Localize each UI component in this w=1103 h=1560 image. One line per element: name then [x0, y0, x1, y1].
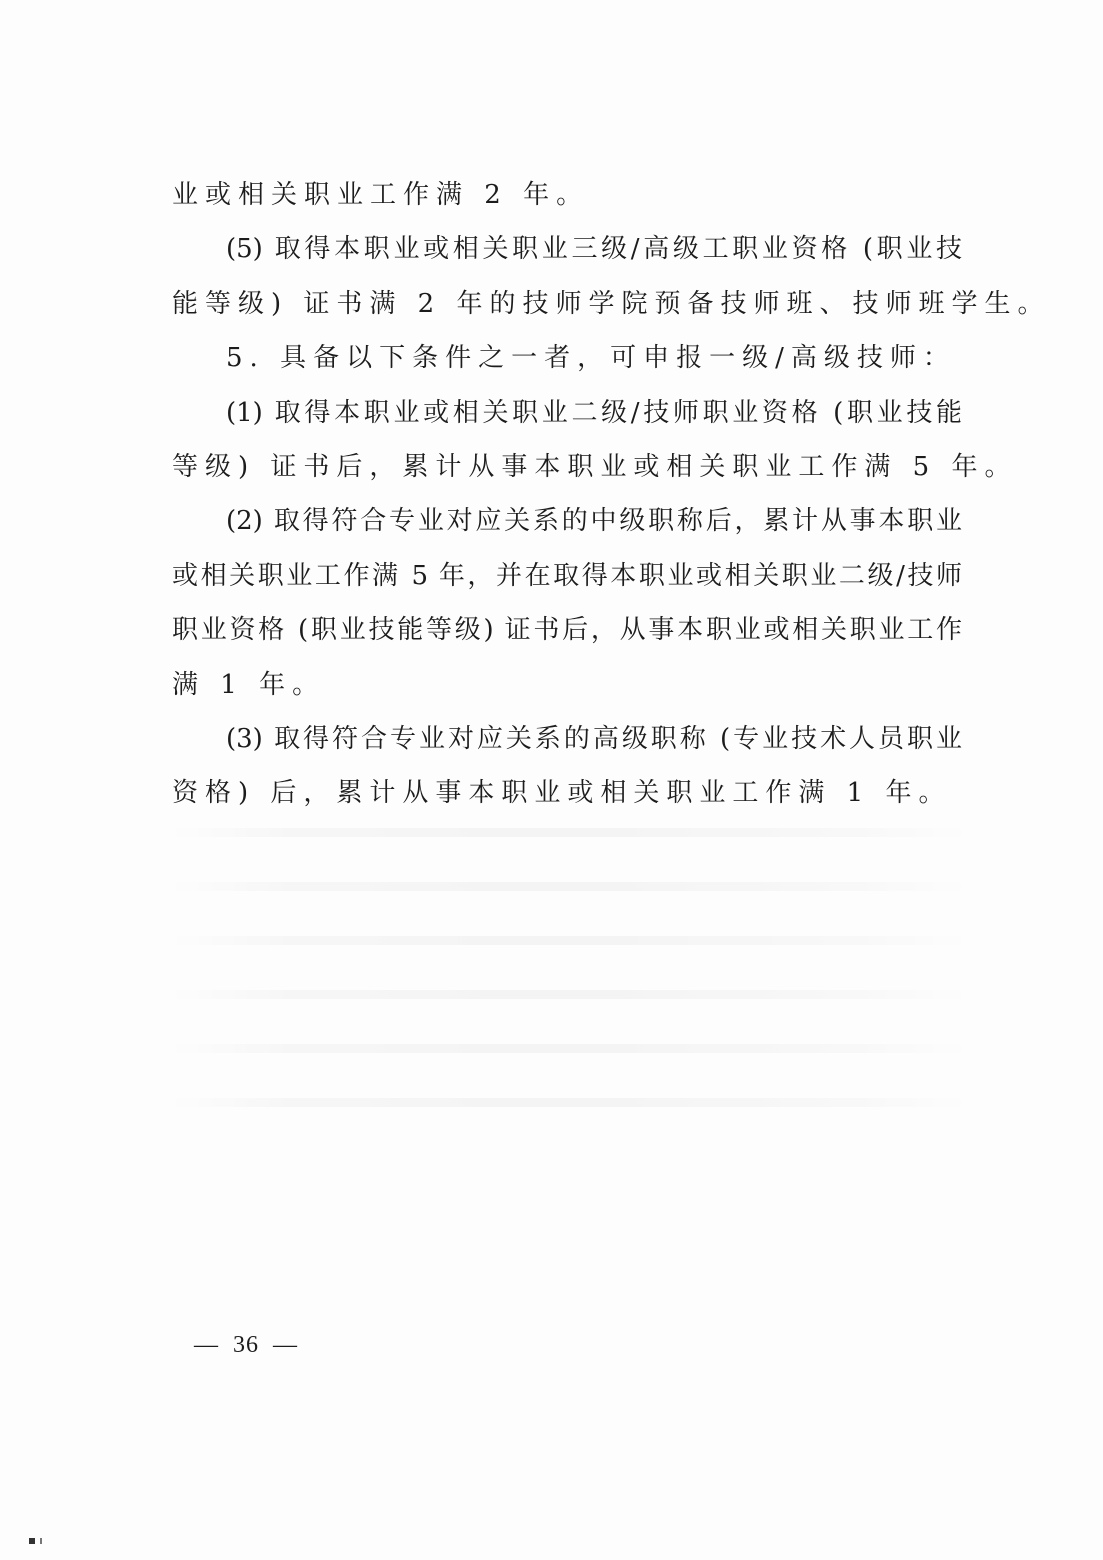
- bleed-through-line: [170, 828, 970, 837]
- paragraph-line: (3) 取得符合专业对应关系的高级职称 (专业技术人员职业: [226, 723, 962, 754]
- bleed-through-line: [170, 1098, 970, 1107]
- paragraph-line: (5) 取得本职业或相关职业三级/高级工职业资格 (职业技: [226, 234, 962, 265]
- scan-mark-icon: [29, 1538, 35, 1544]
- paragraph-line: 等级) 证书后，累计从事本职业或相关职业工作满 5 年。: [172, 451, 1018, 482]
- section-heading: 5. 具备以下条件之一者，可申报一级/高级技师：: [226, 343, 956, 374]
- bleed-through-line: [170, 1044, 970, 1053]
- body-text: [172, 168, 1051, 821]
- paragraph-line: 职业资格 (职业技能等级) 证书后，从事本职业或相关职业工作: [172, 615, 962, 646]
- bleed-through-line: [170, 882, 970, 891]
- paragraph-line: 业或相关职业工作满 2 年。: [172, 180, 590, 210]
- paragraph-line: 或相关职业工作满 5 年，并在取得本职业或相关职业二级/技师: [172, 560, 962, 591]
- bleed-through-text: [170, 828, 970, 1152]
- paragraph-line: 能等级) 证书满 2 年的技师学院预备技师班、技师班学生。: [172, 288, 1051, 319]
- paragraph-line: 资格) 后，累计从事本职业或相关职业工作满 1 年。: [172, 778, 952, 809]
- scan-mark-icon: [40, 1538, 42, 1544]
- bleed-through-line: [170, 936, 970, 945]
- paragraph-line: (1) 取得本职业或相关职业二级/技师职业资格 (职业技能: [226, 397, 962, 428]
- paragraph-line: 满 1 年。: [172, 669, 326, 700]
- paragraph-line: (2) 取得符合专业对应关系的中级职称后，累计从事本职业: [226, 506, 962, 537]
- bleed-through-line: [170, 990, 970, 999]
- page-number: — 36 —: [194, 1332, 298, 1358]
